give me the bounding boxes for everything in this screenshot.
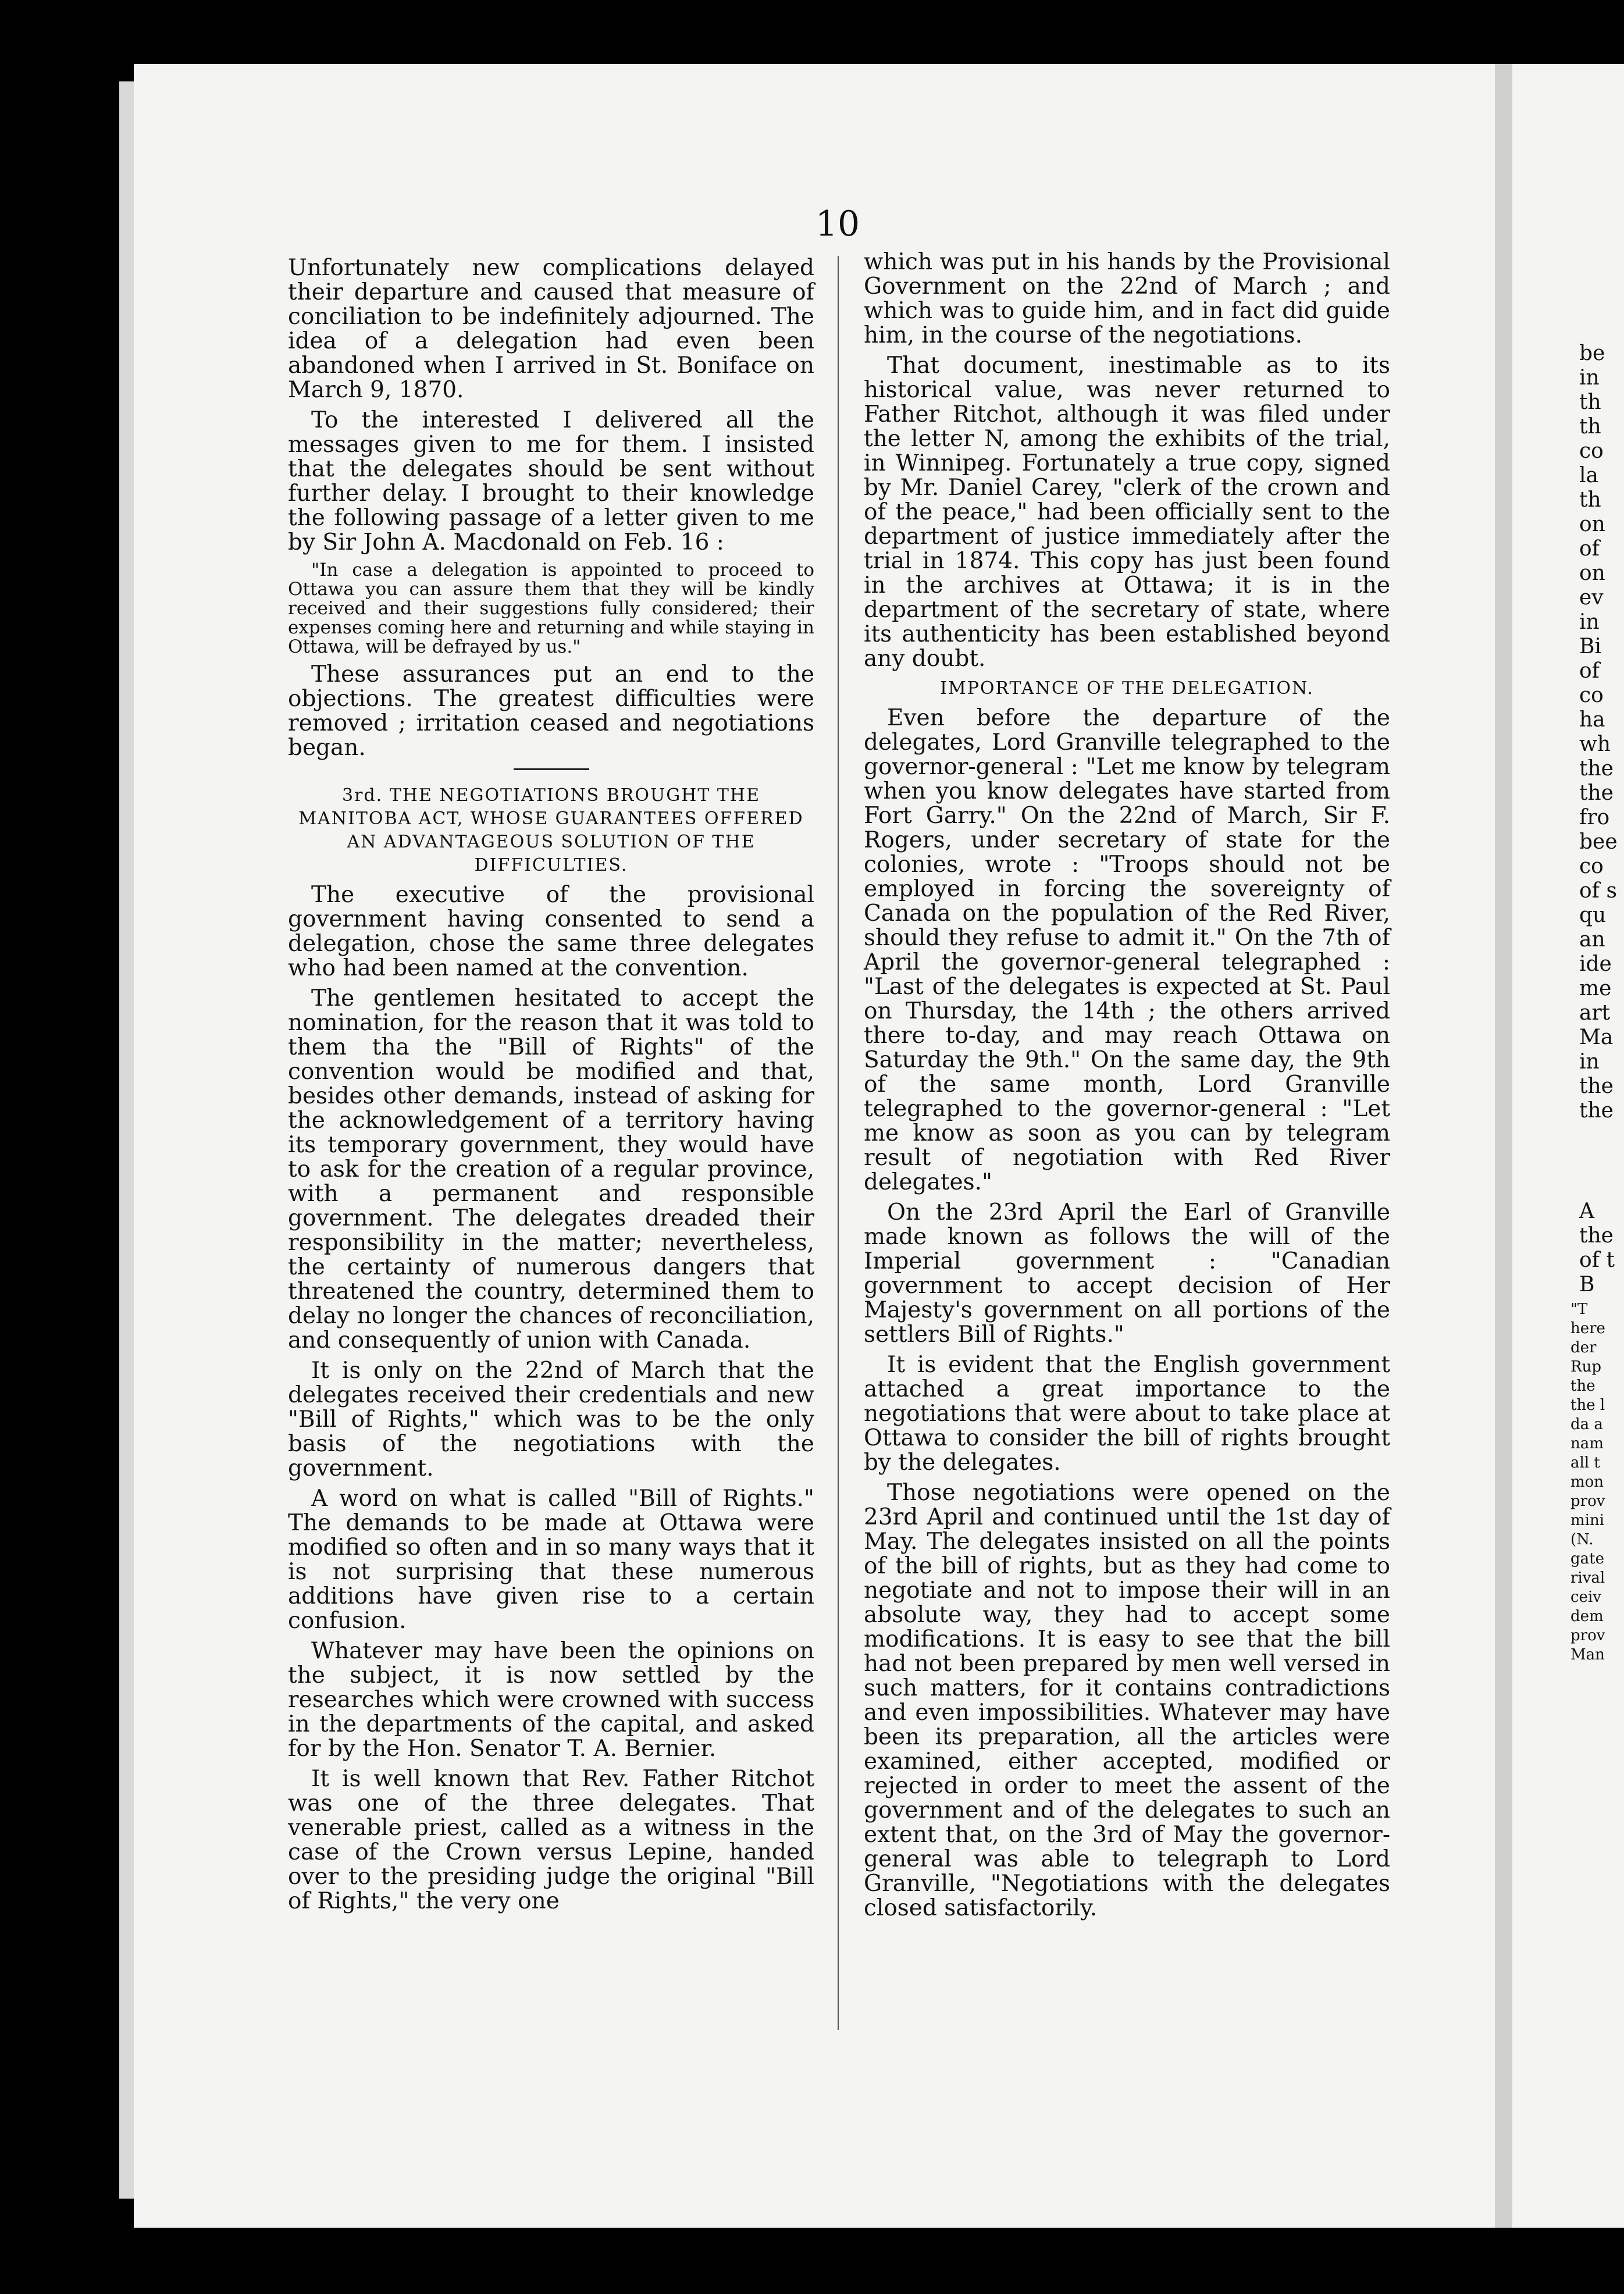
facing-page-fragment: the [1579,757,1614,781]
facing-page-fragment: mon [1570,1473,1604,1491]
facing-page-fragment: th [1579,390,1601,414]
paragraph: The executive of the provisional government having consented to send a delegation, chose the same three delegates who had been named at the convention. [288,882,814,981]
facing-page-fragment: on [1579,512,1605,536]
facing-page-fragment: co [1579,683,1604,707]
facing-page-fragment: in [1579,610,1600,634]
facing-page-fragment: in [1579,366,1600,390]
facing-page-fragment: of [1579,659,1600,683]
book-gutter [1495,64,1512,2228]
paragraph: It is well known that Rev. Father Ritchot was one of the three delegates. That venerable priest, called as a witness in the case of the Crown versus Lepine, handed over to the presiding judge the original "Bill of Rights," the very one [288,1766,814,1914]
facing-page-fragment: Bi [1579,635,1601,658]
facing-page-fragment: ha [1579,708,1605,732]
paragraph: Unfortunately new complications delayed their departure and caused that measure of conciliation to be indefinitely adjourned. The idea of a delegation had even been abandoned when I arrived in St. Boniface on March 9, 1870. [288,255,814,403]
section-heading: IMPORTANCE OF THE DELEGATION. [940,678,1314,699]
facing-page-fragment: of t [1579,1248,1615,1272]
facing-page-fragment: an [1579,928,1605,952]
paragraph: That document, inestimable as to its historical value, was never returned to Father Ritchot, although it was filed under the letter N, among the exhibits of the trial, in Winnipeg. Fortunately a true copy, signed by Mr. Daniel Carey, "clerk of the crown and of the peace," had been officially sent to the department of justice immediately after the trial in 1874. This copy has just been found in the archives at Ottawa; it is in the department of the secretary of state, where its authenticity has been established beyond any doubt. [864,352,1390,672]
facing-page-fragment: all t [1570,1454,1600,1472]
paragraph: A word on what is called "Bill of Rights." The demands to be made at Ottawa were modified so often and in so many ways that it is not surprising that these numerous additions have given rise to a certain confusion. [288,1486,814,1634]
paragraph: It is evident that the English government attached a great importance to the negotiations that were about to take place at Ottawa to consider the bill of rights brought by the delegates. [864,1352,1390,1476]
section-divider [514,768,589,770]
facing-page-fragment: la [1579,464,1598,487]
left-column [288,256,814,1919]
facing-page-fragment: art [1579,1001,1611,1025]
right-column [864,250,1390,1926]
facing-page-fragment: der [1570,1339,1597,1356]
facing-page-fragment: co [1579,439,1604,463]
facing-page-fragment: in [1579,1050,1600,1074]
facing-page-fragment: prov [1570,1492,1605,1510]
facing-page-fragment: bee [1579,830,1618,854]
facing-page [1512,64,1624,2228]
facing-page-fragment: Ma [1579,1025,1614,1049]
paragraph: Those negotiations were opened on the 23rd April and continued until the 1st day of May. The delegates insisted on all the points of the bill of rights, but as they had come to negotiate and not to impose their will in an absolute way, they had to accept some modifications. It is easy to see that the bill had not been prepared by men well versed in such matters, for it contains contradictions and even impossibilities. Whatever may have been its preparation, all the articles were examined, either accepted, modified or rejected in order to meet the assent of the government and of the delegates to such an extent that, on the 3rd of May the governor-general was able to telegraph to Lord Granville, "Negotiations with the delegates closed satisfactorily. [864,1480,1390,1921]
page-number: 10 [815,204,860,244]
facing-page-fragment: ide [1579,952,1612,976]
facing-page-fragment: "T [1570,1301,1588,1318]
facing-page-fragment: the [1579,1074,1614,1098]
paragraph: The gentlemen hesitated to accept the nomination, for the reason that it was told to them tha the "Bill of Rights" of the convention would be modified and that, besides other demands, instead of asking for the acknowledgement of a territory having its temporary government, they would have to ask for the creation of a regular province, with a permanent and responsible government. The delegates dreaded their responsibility in the matter; nevertheless, the certainty of numerous dangers that threatened the country, determined them to delay no longer the chances of reconciliation, and consequently of union with Canada. [288,985,814,1353]
facing-page-fragment: fro [1579,806,1610,829]
facing-page-fragment: the [1579,781,1614,805]
facing-page-fragment: be [1579,341,1605,365]
facing-page-fragment: mini [1570,1512,1605,1529]
facing-page-fragment: wh [1579,732,1611,756]
facing-page-fragment: me [1579,977,1612,1000]
paragraph: Whatever may have been the opinions on the subject, it is now settled by the researches which were crowned with success in the departments of the capital, and asked for by the Hon. Senator T. A. Bernier. [288,1638,814,1762]
facing-page-fragment: Man [1570,1646,1605,1663]
facing-page-fragment: the [1579,1099,1614,1123]
facing-page-fragment: of s [1579,879,1617,903]
facing-page-fragment: (N. [1570,1531,1594,1548]
facing-page-fragment: on [1579,561,1605,585]
facing-page-fragment: the [1570,1377,1595,1395]
facing-page-fragment: th [1579,488,1601,512]
facing-page-fragment: co [1579,854,1604,878]
facing-page-fragment: the [1579,1224,1614,1248]
facing-page-fragment: nam [1570,1435,1604,1452]
facing-page-fragment: da a [1570,1416,1603,1433]
facing-page-fragment: the l [1570,1397,1605,1414]
facing-page-fragment: qu [1579,903,1607,927]
column-rule [838,256,839,2030]
paragraph: which was put in his hands by the Provisional Government on the 22nd of March ; and which was to guide him, and in fact did guide him, in the course of the negotiations. [864,249,1390,348]
facing-page-fragment: ev [1579,586,1604,610]
facing-page-fragment: here [1570,1320,1605,1337]
facing-page-fragment: dem [1570,1608,1604,1625]
paragraph: These assurances put an end to the objections. The greatest difficulties were removed ; irritation ceased and negotiations began. [288,661,814,761]
facing-page-fragment: ceiv [1570,1588,1601,1606]
facing-page-fragment: prov [1570,1627,1605,1644]
paragraph: Even before the departure of the delegates, Lord Granville telegraphed to the governor-general : "Let me know by telegram when you know delegates have started from Fort Garry." On the 22nd of March, Sir F. Rogers, under secretary of state for the colonies, wrote : "Troops should not be employed in forcing the sovereignty of Canada on the population of the Red River, should they refuse to admit it." On the 7th of April the governor-general telegraphed : "Last of the delegates is expected at St. Paul on Thursday, the 14th ; the others arrived there to-day, and may reach Ottawa on Saturday the 9th." On the same day, the 9th of the same month, Lord Granville telegraphed to the governor-general : "Let me know as soon as you can by telegram result of negotiation with Red River delegates." [864,705,1390,1195]
facing-page-fragment: rival [1570,1569,1605,1587]
paragraph: It is only on the 22nd of March that the delegates received their credentials and new "Bill of Rights," which was to be the only basis of the negotiations with the government. [288,1358,814,1481]
facing-page-fragment: B [1579,1273,1595,1296]
paragraph: To the interested I delivered all the messages given to me for them. I insisted that the delegates should be sent without further delay. I brought to their knowledge the following passage of a letter given to me by Sir John A. Macdonald on Feb. 16 : [288,407,814,555]
paragraph: On the 23rd April the Earl of Granville made known as follows the will of the Imperial government : "Canadian government to accept decision of Her Majesty's government on all portions of the settlers Bill of Rights." [864,1199,1390,1348]
block-quote: "In case a delegation is appointed to proceed to Ottawa you can assure them that they will be kindly received and their suggestions fully considered; their expenses coming here and returning and while staying in Ottawa, will be defrayed by us." [288,560,814,657]
facing-page-fragment: th [1579,415,1601,439]
facing-page-fragment: of [1579,537,1600,561]
facing-page-fragment: A [1579,1199,1594,1223]
facing-page-fragment: Rup [1570,1358,1601,1376]
section-heading: 3rd. THE NEGOTIATIONS BROUGHT THE MANITOBA ACT, WHOSE GUARANTEES OFFERED AN ADVANTAGEOUS SOLUTION OF THE DIFFICULTIES. [298,785,804,875]
facing-page-fragment: gate [1570,1550,1604,1568]
